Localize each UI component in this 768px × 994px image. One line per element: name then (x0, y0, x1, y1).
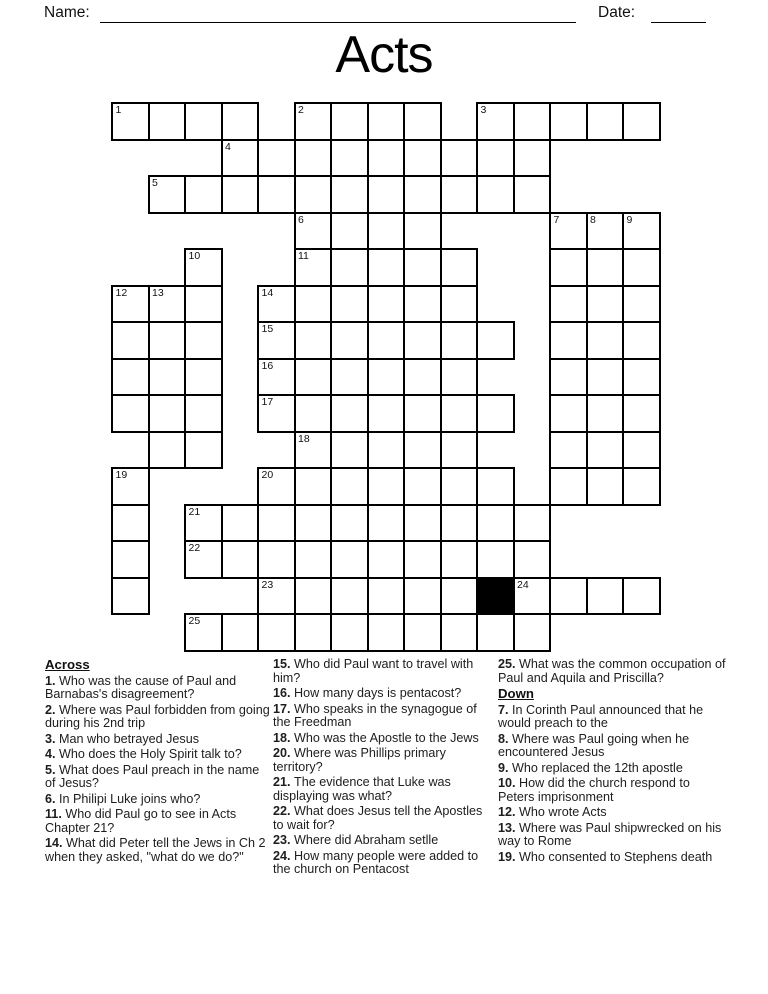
grid-cell[interactable] (257, 504, 296, 543)
grid-cell[interactable] (513, 613, 552, 652)
grid-cell[interactable] (586, 467, 625, 506)
grid-cell[interactable] (257, 175, 296, 214)
clue-item: 13. Where was Paul shipwrecked on his way to Rome (498, 820, 722, 848)
grid-cell[interactable] (330, 358, 369, 397)
grid-cell[interactable] (622, 394, 661, 433)
grid-cell[interactable] (257, 139, 296, 178)
clue-item: 20. Where was Phillips primary territory? (273, 746, 446, 774)
name-label: Name: (44, 4, 90, 21)
grid-cell[interactable] (549, 321, 588, 360)
cell-number: 22 (188, 542, 201, 554)
grid-cell[interactable] (622, 467, 661, 506)
clue-heading-across: Across (45, 657, 90, 672)
grid-cell[interactable] (403, 613, 442, 652)
clue-number: 15. (273, 657, 295, 671)
grid-cell[interactable] (111, 285, 150, 324)
grid-cell[interactable] (294, 467, 333, 506)
cell-number: 19 (115, 469, 128, 481)
grid-cell[interactable] (403, 358, 442, 397)
grid-cell[interactable] (440, 248, 479, 287)
clue-heading-down: Down (498, 686, 534, 701)
grid-cell[interactable] (549, 467, 588, 506)
grid-cell[interactable] (184, 358, 223, 397)
grid-cell[interactable] (294, 248, 333, 287)
grid-cell[interactable] (403, 248, 442, 287)
clue-item: 18. Who was the Apostle to the Jews (273, 730, 479, 745)
grid-cell[interactable] (257, 467, 296, 506)
grid-cell[interactable] (148, 358, 187, 397)
grid-cell[interactable] (440, 358, 479, 397)
grid-cell[interactable] (513, 577, 552, 616)
grid-cell[interactable] (403, 212, 442, 251)
grid-cell[interactable] (111, 321, 150, 360)
clue-item: 2. Where was Paul forbidden from going during his 2nd trip (45, 702, 270, 730)
grid-cell[interactable] (330, 285, 369, 324)
grid-cell[interactable] (294, 212, 333, 251)
grid-cell[interactable] (221, 540, 260, 579)
grid-cell[interactable] (330, 394, 369, 433)
grid-cell[interactable] (586, 358, 625, 397)
grid-cell[interactable] (367, 431, 406, 470)
grid-cell[interactable] (294, 321, 333, 360)
grid-cell[interactable] (476, 467, 515, 506)
cell-number: 7 (553, 213, 560, 226)
clue-item: 19. Who consented to Stephens death (498, 849, 713, 864)
page-title: Acts (335, 26, 433, 84)
grid-cell[interactable] (367, 540, 406, 579)
grid-cell[interactable] (440, 467, 479, 506)
grid-cell[interactable] (257, 540, 296, 579)
grid-cell[interactable] (257, 613, 296, 652)
cell-number: 23 (261, 578, 274, 591)
grid-cell[interactable] (111, 540, 150, 579)
grid-cell[interactable] (221, 102, 260, 141)
cell-number: 15 (261, 323, 274, 335)
cell-number: 20 (261, 469, 274, 481)
grid-cell[interactable] (586, 285, 625, 324)
cell-number: 24 (517, 578, 529, 591)
grid-cell[interactable] (367, 285, 406, 324)
clue-item: 17. Who speaks in the synagogue of the Freedman (273, 701, 477, 729)
clue-number: 21. (273, 775, 295, 789)
clue-item: 3. Man who betrayed Jesus (45, 731, 200, 746)
grid-cell[interactable] (513, 504, 552, 543)
grid-cell[interactable] (367, 577, 406, 616)
grid-cell[interactable] (148, 321, 187, 360)
clue-number: 17. (273, 701, 295, 716)
clue-item: 4. Who does the Holy Spirit talk to? (45, 747, 242, 761)
grid-cell[interactable] (330, 613, 369, 652)
grid-cell[interactable] (367, 504, 406, 543)
grid-cell[interactable] (148, 431, 187, 470)
grid-cell[interactable] (148, 285, 187, 324)
grid-cell[interactable] (476, 540, 515, 579)
clue-number: 23. (273, 833, 295, 847)
grid-cell[interactable] (294, 540, 333, 579)
grid-cell[interactable] (549, 358, 588, 397)
grid-cell[interactable] (184, 431, 223, 470)
grid-cell[interactable] (184, 394, 223, 433)
grid-cell[interactable] (440, 139, 479, 178)
grid-cell[interactable] (549, 248, 588, 287)
cell-number: 4 (225, 140, 231, 153)
grid-cell[interactable] (622, 285, 661, 324)
clue-number: 8. (498, 731, 513, 746)
grid-cell[interactable] (111, 504, 150, 543)
grid-cell[interactable] (476, 613, 515, 652)
clue-item: 9. Who replaced the 12th apostle (498, 760, 683, 775)
grid-cell[interactable] (440, 540, 479, 579)
grid-cell[interactable] (403, 285, 442, 324)
grid-cell[interactable] (403, 321, 442, 360)
grid-cell[interactable] (257, 394, 296, 433)
clue-column-1 (45, 658, 270, 866)
grid-cell[interactable] (476, 504, 515, 543)
clue-item: 11. Who did Paul go to see in Acts Chapter 21? (45, 807, 237, 835)
grid-cell[interactable] (221, 139, 260, 178)
clue-item: 7. In Corinth Paul announced that he would preach to the (498, 702, 704, 730)
cell-number: 2 (298, 104, 304, 116)
grid-cell[interactable] (440, 577, 479, 616)
grid-cell[interactable] (294, 285, 333, 324)
grid-cell[interactable] (294, 102, 333, 141)
grid-cell[interactable] (622, 102, 661, 141)
grid-cell[interactable] (294, 394, 333, 433)
grid-cell[interactable] (111, 102, 150, 141)
clue-number: 12. (498, 805, 520, 819)
grid-cell[interactable] (403, 467, 442, 506)
clue-number: 1. (45, 673, 60, 688)
clue-number: 14. (45, 836, 67, 850)
grid-cell[interactable] (257, 321, 296, 360)
clue-item: 1. Who was the cause of Paul and Barnabas's disagreement? (45, 673, 237, 701)
grid-cell[interactable] (622, 248, 661, 287)
grid-cell[interactable] (476, 139, 515, 178)
grid-cell[interactable] (549, 431, 588, 470)
grid-cell[interactable] (440, 175, 479, 214)
grid-cell[interactable] (549, 285, 588, 324)
grid-cell[interactable] (111, 577, 150, 616)
clue-number: 11. (45, 807, 66, 821)
cell-number: 3 (480, 104, 487, 116)
cell-number: 1 (115, 104, 122, 116)
clue-item: 14. What did Peter tell the Jews in Ch 2 when they asked, "what do we do?" (45, 836, 266, 864)
grid-cell[interactable] (367, 212, 406, 251)
grid-cell[interactable] (549, 394, 588, 433)
grid-cell[interactable] (330, 467, 369, 506)
grid-cell[interactable] (221, 175, 260, 214)
clue-number: 10. (498, 776, 520, 790)
grid-cell[interactable] (367, 358, 406, 397)
grid-cell[interactable] (367, 139, 406, 178)
grid-cell[interactable] (440, 285, 479, 324)
cell-number: 12 (115, 286, 128, 299)
clue-item: 21. The evidence that Luke was displaying was what? (273, 775, 451, 803)
clue-number: 6. (45, 791, 60, 806)
grid-cell[interactable] (513, 139, 552, 178)
clue-number: 4. (45, 747, 60, 761)
cell-number: 9 (626, 213, 633, 226)
grid-cell[interactable] (184, 175, 223, 214)
grid-cell[interactable] (257, 358, 296, 397)
clue-item: 5. What does Paul preach in the name of Jesus? (45, 762, 260, 790)
grid-cell[interactable] (586, 431, 625, 470)
grid-cell[interactable] (184, 540, 223, 579)
grid-cell[interactable] (440, 321, 479, 360)
clue-number: 13. (498, 820, 520, 835)
grid-cell[interactable] (294, 358, 333, 397)
grid-cell[interactable] (476, 102, 515, 141)
clue-item: 23. Where did Abraham setlle (273, 833, 439, 847)
grid-cell[interactable] (549, 577, 588, 616)
cell-number: 21 (188, 505, 201, 518)
clue-number: 25. (498, 657, 520, 671)
grid-cell[interactable] (622, 212, 661, 251)
grid-cell[interactable] (513, 175, 552, 214)
grid-cell[interactable] (221, 613, 260, 652)
grid-cell[interactable] (367, 102, 406, 141)
grid-cell[interactable] (294, 175, 333, 214)
grid-cell[interactable] (367, 467, 406, 506)
grid-cell[interactable] (367, 321, 406, 360)
date-label: Date: (598, 4, 636, 21)
grid-cell[interactable] (111, 467, 150, 506)
clue-number: 20. (273, 746, 295, 760)
grid-cell[interactable] (257, 285, 296, 324)
cell-number: 8 (590, 213, 596, 226)
grid-cell[interactable] (403, 577, 442, 616)
clue-number: 7. (498, 702, 513, 717)
grid-cell[interactable] (330, 248, 369, 287)
grid-cell[interactable] (622, 431, 661, 470)
date-blank-line[interactable] (651, 6, 706, 23)
grid-cell[interactable] (148, 394, 187, 433)
grid-cell[interactable] (513, 102, 552, 141)
grid-cell[interactable] (367, 613, 406, 652)
clue-column-3 (498, 658, 727, 866)
grid-cell[interactable] (330, 504, 369, 543)
grid-cell[interactable] (330, 212, 369, 251)
clue-number: 3. (45, 731, 60, 746)
clue-column-2 (273, 658, 492, 879)
clue-number: 2. (45, 702, 60, 717)
clue-number: 16. (273, 686, 295, 700)
grid-cell[interactable] (586, 577, 625, 616)
grid-cell[interactable] (221, 504, 260, 543)
grid-cell[interactable] (294, 504, 333, 543)
clue-number: 19. (498, 849, 520, 864)
crossword-grid (111, 102, 662, 653)
grid-cell[interactable] (330, 577, 369, 616)
grid-cell[interactable] (476, 321, 515, 360)
clue-item: 16. How many days is pentacost? (273, 686, 462, 700)
grid-cell[interactable] (184, 321, 223, 360)
clue-number: 24. (273, 848, 295, 863)
grid-cell[interactable] (586, 212, 625, 251)
grid-cell[interactable] (622, 321, 661, 360)
clue-item: 8. Where was Paul going when he encountered Jesus (498, 731, 690, 759)
grid-cell[interactable] (403, 102, 442, 141)
grid-cell[interactable] (330, 321, 369, 360)
cell-number: 14 (261, 286, 274, 299)
grid-cell[interactable] (586, 394, 625, 433)
cell-number: 13 (152, 286, 164, 299)
grid-cell[interactable] (476, 175, 515, 214)
grid-cell[interactable] (330, 139, 369, 178)
grid-cell[interactable] (294, 139, 333, 178)
grid-cell[interactable] (403, 139, 442, 178)
grid-cell[interactable] (257, 577, 296, 616)
grid-cell[interactable] (111, 394, 150, 433)
grid-cell[interactable] (403, 504, 442, 543)
grid-cell[interactable] (184, 504, 223, 543)
grid-cell[interactable] (184, 613, 223, 652)
cell-number: 6 (298, 213, 304, 226)
grid-cell[interactable] (440, 394, 479, 433)
clue-item: 25. What was the common occupation of Paul and Aquila and Priscilla? (498, 657, 726, 685)
cell-number: 10 (188, 250, 201, 262)
grid-cell[interactable] (367, 394, 406, 433)
grid-cell[interactable] (586, 102, 625, 141)
grid-cell[interactable] (367, 248, 406, 287)
clue-number: 5. (45, 762, 60, 777)
grid-cell[interactable] (513, 540, 552, 579)
grid-cell[interactable] (148, 102, 187, 141)
grid-cell[interactable] (330, 431, 369, 470)
cell-number: 11 (298, 250, 309, 262)
grid-cell[interactable] (549, 102, 588, 141)
name-blank-line[interactable] (100, 6, 576, 23)
clue-item: 12. Who wrote Acts (498, 805, 607, 819)
grid-cell[interactable] (330, 175, 369, 214)
grid-cell[interactable] (586, 248, 625, 287)
grid-cell[interactable] (440, 613, 479, 652)
grid-cell[interactable] (440, 431, 479, 470)
grid-cell[interactable] (111, 358, 150, 397)
clue-item: 6. In Philipi Luke joins who? (45, 791, 201, 806)
cell-number: 5 (152, 177, 158, 189)
grid-cell[interactable] (403, 431, 442, 470)
grid-cell[interactable] (403, 540, 442, 579)
grid-cell[interactable] (184, 285, 223, 324)
cell-number: 25 (188, 615, 201, 627)
grid-cell[interactable] (367, 175, 406, 214)
grid-cell[interactable] (294, 577, 333, 616)
grid-cell[interactable] (294, 431, 333, 470)
clue-item: 24. How many people were added to the church on Pentacost (273, 848, 479, 876)
grid-cell[interactable] (330, 540, 369, 579)
clue-number: 22. (273, 804, 295, 818)
clue-item: 15. Who did Paul want to travel with him? (273, 657, 474, 685)
grid-cell[interactable] (440, 504, 479, 543)
grid-cell[interactable] (184, 102, 223, 141)
grid-cell[interactable] (549, 212, 588, 251)
grid-cell[interactable] (403, 394, 442, 433)
grid-cell[interactable] (622, 358, 661, 397)
cell-number: 17 (261, 396, 274, 408)
grid-cell[interactable] (294, 613, 333, 652)
grid-cell[interactable] (403, 175, 442, 214)
grid-cell[interactable] (148, 175, 187, 214)
cell-number: 18 (298, 432, 310, 445)
clue-number: 18. (273, 730, 295, 745)
black-cell (476, 577, 515, 616)
clue-number: 9. (498, 760, 513, 775)
clue-item: 22. What does Jesus tell the Apostles to wait for? (273, 804, 483, 832)
clue-item: 10. How did the church respond to Peters imprisonment (498, 776, 690, 804)
grid-cell[interactable] (330, 102, 369, 141)
grid-cell[interactable] (622, 577, 661, 616)
grid-cell[interactable] (476, 394, 515, 433)
cell-number: 16 (261, 359, 274, 372)
grid-cell[interactable] (586, 321, 625, 360)
grid-cell[interactable] (184, 248, 223, 287)
